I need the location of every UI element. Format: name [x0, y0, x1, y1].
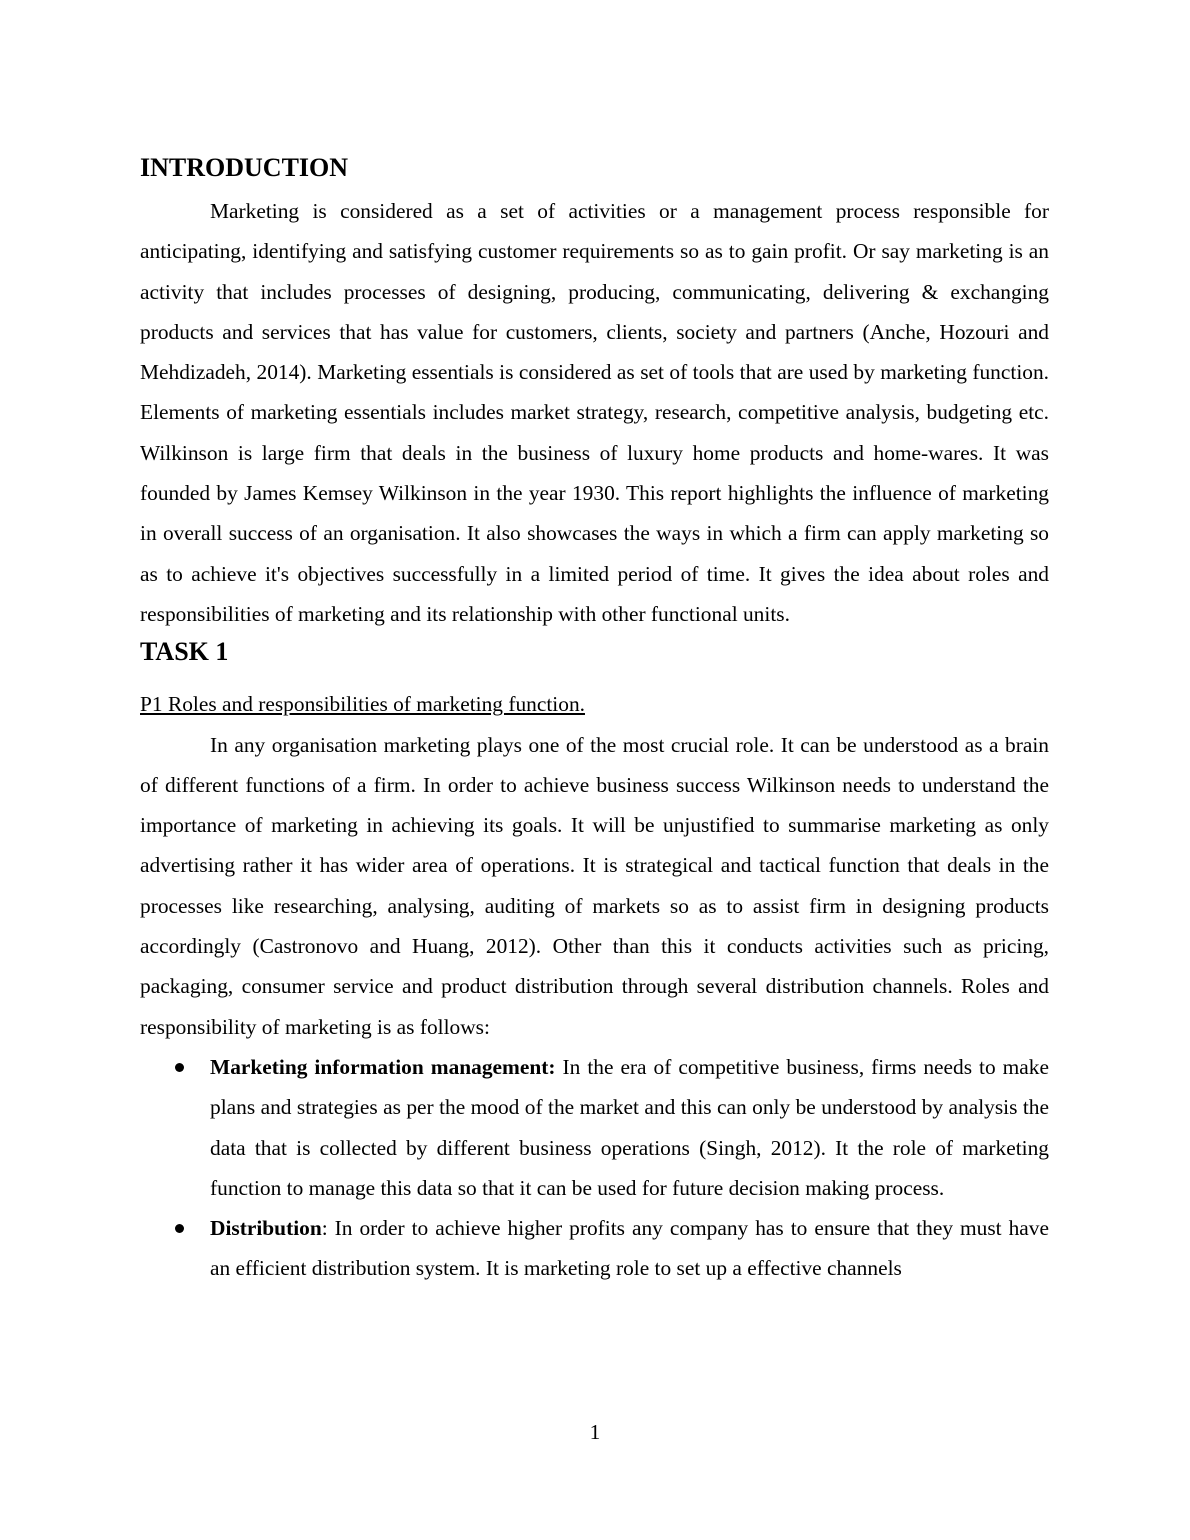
document-page: [140, 150, 1049, 1289]
task1-heading: TASK 1: [140, 637, 229, 667]
bullet-text: : In order to achieve higher profits any company has to ensure that they must have an efficient distribution system. It is marketing role to set up a effective channels: [210, 1216, 1049, 1281]
bullet-text: In the era of competitive business, firms needs to make plans and strategies as per the mood of the market and this can only be understood by analysis the data that is collected by different business operations (Singh, 2012). It the role of marketing function to manage this data so that it can be used for future decision making process.: [210, 1054, 1049, 1200]
roles-bullet-list: [140, 1047, 1049, 1289]
bullet-term: Distribution: [210, 1216, 322, 1241]
roles-subheading: P1 Roles and responsibilities of marketing function.: [140, 692, 585, 717]
page-number: 1: [589, 1420, 601, 1444]
bullet-icon: [175, 1224, 184, 1233]
roles-paragraph: In any organisation marketing plays one of the most crucial role. It can be understood as a brain of different functions of a firm. In order to achieve business success Wilkinson needs to understand the importance of marketing in achieving its goals. It will be unjustified to summarise marketing as only advertising rather it has wider area of operations. It is strategical and tactical function that deals in the processes like researching, analysing, auditing of markets so as to assist firm in designing products accordingly (Castronovo and Huang, 2012). Other than this it conducts activities such as pricing, packaging, consumer service and product distribution through several distribution channels. Roles and responsibility of marketing is as follows:: [140, 732, 1049, 1039]
introduction-heading: INTRODUCTION: [140, 153, 349, 182]
bullet-term: Marketing information management:: [210, 1054, 556, 1079]
introduction-paragraph: Marketing is considered as a set of activities or a management process responsible for anticipating, identifying and satisfying customer requirements so as to gain profit. Or say marketing is an activity that includes processes of designing, producing, communicating, delivering & exchanging products and services that has value for customers, clients, society and partners (Anche, Hozouri and Mehdizadeh, 2014). Marketing essentials is considered as set of tools that are used by marketing function. Elements of marketing essentials includes market strategy, research, competitive analysis, budgeting etc. Wilkinson is large firm that deals in the business of luxury home products and home-wares. It was founded by James Kemsey Wilkinson in the year 1930. This report highlights the influence of marketing in overall success of an organisation. It also showcases the ways in which a firm can apply marketing so as to achieve it's objectives successfully in a limited period of time. It gives the idea about roles and responsibilities of marketing and its relationship with other functional units.: [140, 199, 1049, 626]
bullet-icon: [175, 1063, 184, 1072]
list-item: [140, 1047, 1049, 1208]
list-item: [140, 1208, 1049, 1289]
